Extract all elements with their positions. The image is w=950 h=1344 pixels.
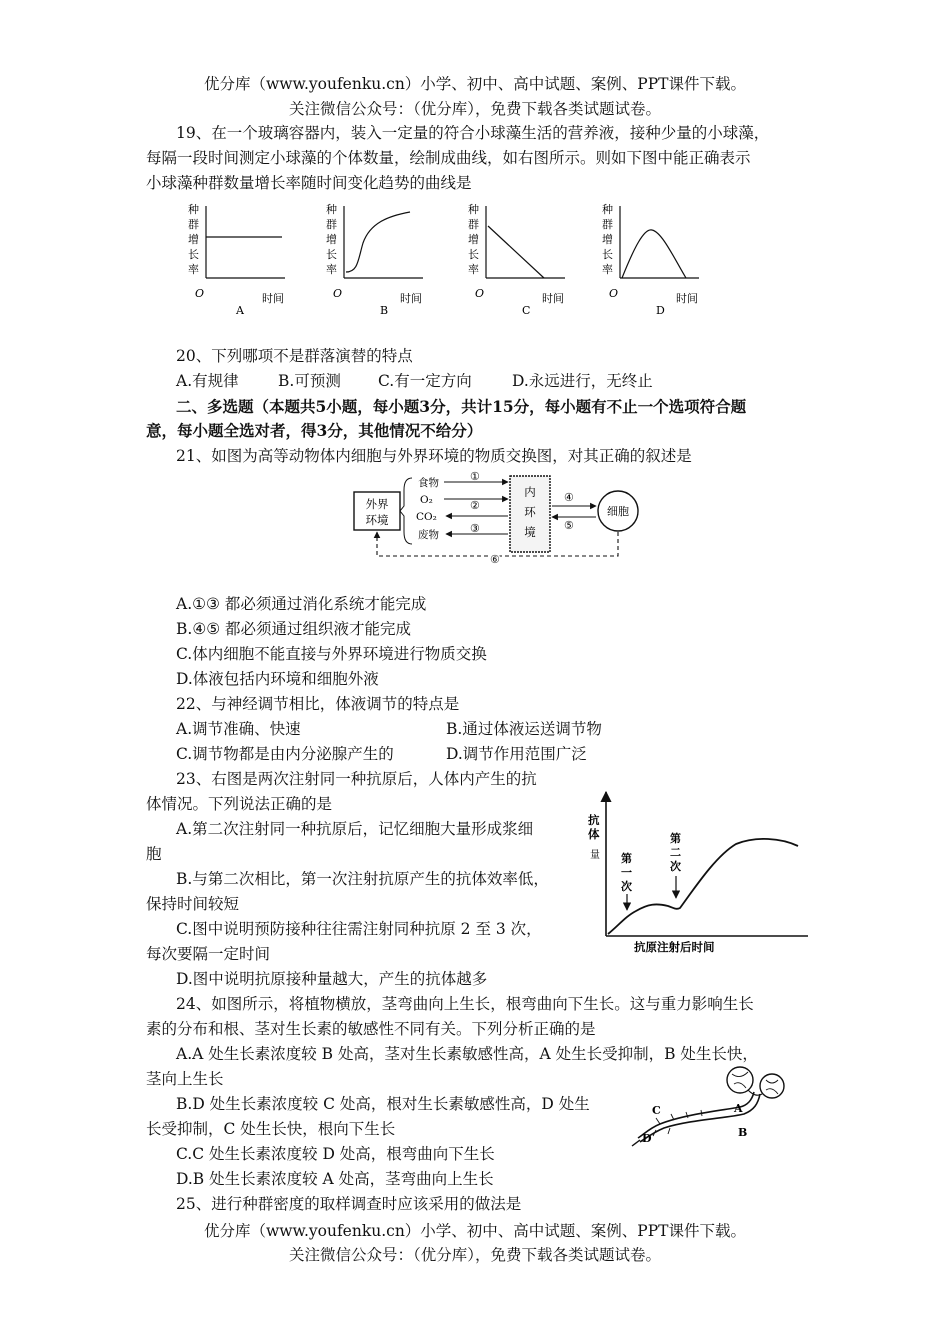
q19-graph-c-ylabel-1: 种 [468, 203, 479, 216]
q23-second-3: 次 [670, 860, 681, 873]
q21-num-6: ⑥ [490, 553, 500, 566]
q21-num-5: ⑤ [564, 519, 574, 532]
section2-heading-line-1: 二、多选题（本题共5小题，每小题3分，共计15分，每小题有不止一个选项符合题 [176, 397, 747, 416]
q24-option-b-line-2: 长受抑制，C 处生长快，根向下生长 [146, 1120, 396, 1138]
q20-option-d: D.永远进行，无终止 [512, 372, 653, 390]
q21-outer-env-label-2: 环境 [365, 513, 389, 527]
q23-option-b-line-2: 保持时间较短 [146, 895, 240, 913]
q21-num-2: ② [470, 499, 480, 512]
q22-option-a: A.调节准确、快速 [176, 720, 301, 738]
q24-option-c: C.C 处生长素浓度较 D 处高，根弯曲向下生长 [176, 1145, 495, 1163]
q24-leaf-1 [727, 1067, 753, 1093]
q21-exchange-diagram [340, 468, 640, 573]
q25-stem: 25、进行种群密度的取样调查时应该采用的做法是 [176, 1195, 522, 1213]
header-line-2: 关注微信公众号：（优分库），免费下载各类试题试卷。 [288, 100, 661, 118]
q19-graph-b-xlabel: 时间 [400, 292, 422, 305]
q22-option-d: D.调节作用范围广泛 [446, 745, 587, 763]
q21-option-b: B.④⑤ 都必须通过组织液才能完成 [176, 620, 412, 638]
q24-label-d: D [642, 1132, 652, 1145]
q21-option-c: C.体内细胞不能直接与外界环境进行物质交换 [176, 645, 487, 663]
q23-ylabel-2: 体 [588, 827, 600, 841]
q19-graph-a-ylabel-5: 率 [188, 263, 199, 276]
q19-graph-d-ylabel-2: 群 [602, 218, 613, 231]
q23-option-a-line-1: A.第二次注射同一种抗原后，记忆细胞大量形成浆细 [176, 820, 534, 838]
q21-outer-env-label-1: 外界 [365, 497, 389, 511]
q19-graph-b-ylabel-4: 长 [326, 248, 337, 261]
q19-curve-b [346, 212, 410, 272]
q19-graph-a [188, 203, 285, 317]
q21-cell-label: 细胞 [607, 505, 629, 518]
q23-second-1: 第 [670, 832, 681, 845]
q21-option-d: D.体液包括内环境和细胞外液 [176, 670, 379, 688]
section2-heading-line-2: 意，每小题全选对者，得3分，其他情况不给分） [146, 421, 483, 440]
q19-graph-b-ylabel-3: 增 [326, 233, 337, 246]
q21-num-4: ④ [564, 491, 574, 504]
q19-graph-a-option: A [236, 304, 244, 317]
q23-stem-line-2: 体情况。下列说法正确的是 [146, 795, 333, 813]
q20-option-a: A.有规律 [176, 372, 239, 390]
q24-stem-line-2: 素的分布和根、茎对生长素的敏感性不同有关。下列分析正确的是 [146, 1020, 596, 1038]
q22-option-b: B.通过体液运送调节物 [446, 720, 602, 738]
q24-option-d: D.B 处生长素浓度较 A 处高，茎弯曲向上生长 [176, 1170, 494, 1188]
q19-graph-c-ylabel-3: 增 [468, 233, 479, 246]
q23-ylabel-1: 抗 [588, 813, 600, 827]
q19-stem-line-2: 每隔一段时间测定小球藻的个体数量，绘制成曲线，如右图所示。则如下图中能正确表示 [146, 149, 751, 167]
q19-graph-c-ylabel-2: 群 [468, 218, 479, 231]
q19-graph-b-ylabel-5: 率 [326, 263, 337, 276]
q19-graph-b [326, 203, 423, 317]
q23-first-2: 一 [621, 866, 632, 879]
q24-option-a-line-1: A.A 处生长素浓度较 B 处高，茎对生长素敏感性高，A 处生长受抑制，B 处生长快， [176, 1045, 758, 1063]
q21-o2-label: O₂ [420, 494, 433, 506]
q19-graph-c [468, 203, 565, 317]
q23-antibody-curve [608, 839, 798, 934]
q19-graph-d-ylabel-1: 种 [602, 203, 613, 216]
q23-option-d: D.图中说明抗原接种量越大，产生的抗体越多 [176, 970, 488, 988]
q21-inner-env-label-1: 内 [524, 485, 536, 499]
q19-graph-b-origin: O [333, 287, 343, 300]
q23-option-b-line-1: B.与第二次相比，第一次注射抗原产生的抗体效率低， [176, 870, 549, 888]
q22-stem: 22、与神经调节相比，体液调节的特点是 [176, 695, 460, 713]
q22-option-c: C.调节物都是由内分泌腺产生的 [176, 745, 394, 763]
q23-xlabel: 抗原注射后时间 [634, 940, 715, 954]
q19-graph-c-origin: O [475, 287, 485, 300]
q20-option-c: C.有一定方向 [378, 372, 472, 390]
q19-graph-b-option: B [380, 304, 389, 317]
q19-graph-c-ylabel-5: 率 [468, 263, 479, 276]
q19-graph-c-option: C [522, 304, 531, 317]
q19-graph-d-ylabel-3: 增 [602, 233, 613, 246]
q20-option-b: B.可预测 [278, 372, 341, 390]
q19-graph-d-ylabel-4: 长 [602, 248, 613, 261]
footer-line-1: 优分库（www.youfenku.cn）小学、初中、高中试题、案例、PPT课件下载。 [203, 1222, 747, 1240]
q19-graph-a-origin: O [195, 287, 205, 300]
q19-graph-c-ylabel-4: 长 [468, 248, 479, 261]
q23-stem-line-1: 23、右图是两次注射同一种抗原后，人体内产生的抗 [176, 770, 537, 788]
q23-ylabel-3: 量 [590, 850, 600, 861]
q19-option-graphs [180, 198, 720, 323]
header-line-1: 优分库（www.youfenku.cn）小学、初中、高中试题、案例、PPT课件下载。 [203, 75, 747, 93]
q23-antibody-graph [586, 786, 816, 956]
q21-num-3: ③ [470, 522, 480, 535]
q19-graph-d-option: D [656, 304, 665, 317]
q19-graph-c-xlabel: 时间 [542, 292, 564, 305]
q19-graph-d [602, 203, 699, 317]
q24-leaf-2 [760, 1074, 784, 1098]
q19-graph-d-origin: O [609, 287, 619, 300]
q21-inner-env-label-3: 境 [524, 525, 536, 539]
q23-option-a-line-2: 胞 [146, 845, 162, 863]
q19-curve-c [488, 226, 544, 278]
q21-co2-label: CO₂ [416, 511, 437, 523]
q19-graph-a-ylabel-1: 种 [188, 203, 199, 216]
q24-stem-line-1: 24、如图所示，将植物横放，茎弯曲向上生长，根弯曲向下生长。这与重力影响生长 [176, 995, 754, 1013]
q24-label-c: C [652, 1104, 661, 1117]
q21-option-a: A.①③ 都必须通过消化系统才能完成 [176, 595, 427, 613]
q19-graph-a-xlabel: 时间 [262, 292, 284, 305]
q19-graph-b-ylabel-1: 种 [326, 203, 337, 216]
q23-first-1: 第 [621, 852, 632, 865]
q19-graph-a-ylabel-2: 群 [188, 218, 199, 231]
q19-graph-d-ylabel-5: 率 [602, 263, 613, 276]
q21-food-label: 食物 [418, 477, 439, 489]
q24-label-b: B [738, 1126, 748, 1139]
q24-plant-figure [630, 1062, 800, 1150]
q19-stem-line-3: 小球藻种群数量增长率随时间变化趋势的曲线是 [146, 174, 472, 192]
q23-second-2: 二 [670, 846, 681, 859]
q23-first-3: 次 [621, 880, 632, 893]
q21-waste-label: 废物 [418, 529, 439, 541]
q19-graph-d-xlabel: 时间 [676, 292, 698, 305]
q21-inner-env-label-2: 环 [524, 505, 536, 519]
footer-line-2: 关注微信公众号：（优分库），免费下载各类试题试卷。 [288, 1246, 661, 1264]
q21-stem: 21、如图为高等动物体内细胞与外界环境的物质交换图，对其正确的叙述是 [176, 447, 692, 465]
q23-option-c-line-2: 每次要隔一定时间 [146, 945, 271, 963]
q23-option-c-line-1: C.图中说明预防接种往往需注射同种抗原 2 至 3 次， [176, 920, 542, 938]
q19-stem-line-1: 19、在一个玻璃容器内，装入一定量的符合小球藻生活的营养液，接种少量的小球藻， [176, 124, 770, 142]
q24-option-a-line-2: 茎向上生长 [146, 1070, 224, 1088]
q20-stem: 20、下列哪项不是群落演替的特点 [176, 347, 413, 365]
q19-graph-b-ylabel-2: 群 [326, 218, 337, 231]
q19-curve-d [622, 230, 686, 278]
q24-label-a: A [734, 1102, 743, 1115]
q21-num-1: ① [470, 470, 480, 483]
q19-graph-a-ylabel-4: 长 [188, 248, 199, 261]
q24-option-b-line-1: B.D 处生长素浓度较 C 处高，根对生长素敏感性高，D 处生 [176, 1095, 590, 1113]
q19-graph-a-ylabel-3: 增 [188, 233, 199, 246]
